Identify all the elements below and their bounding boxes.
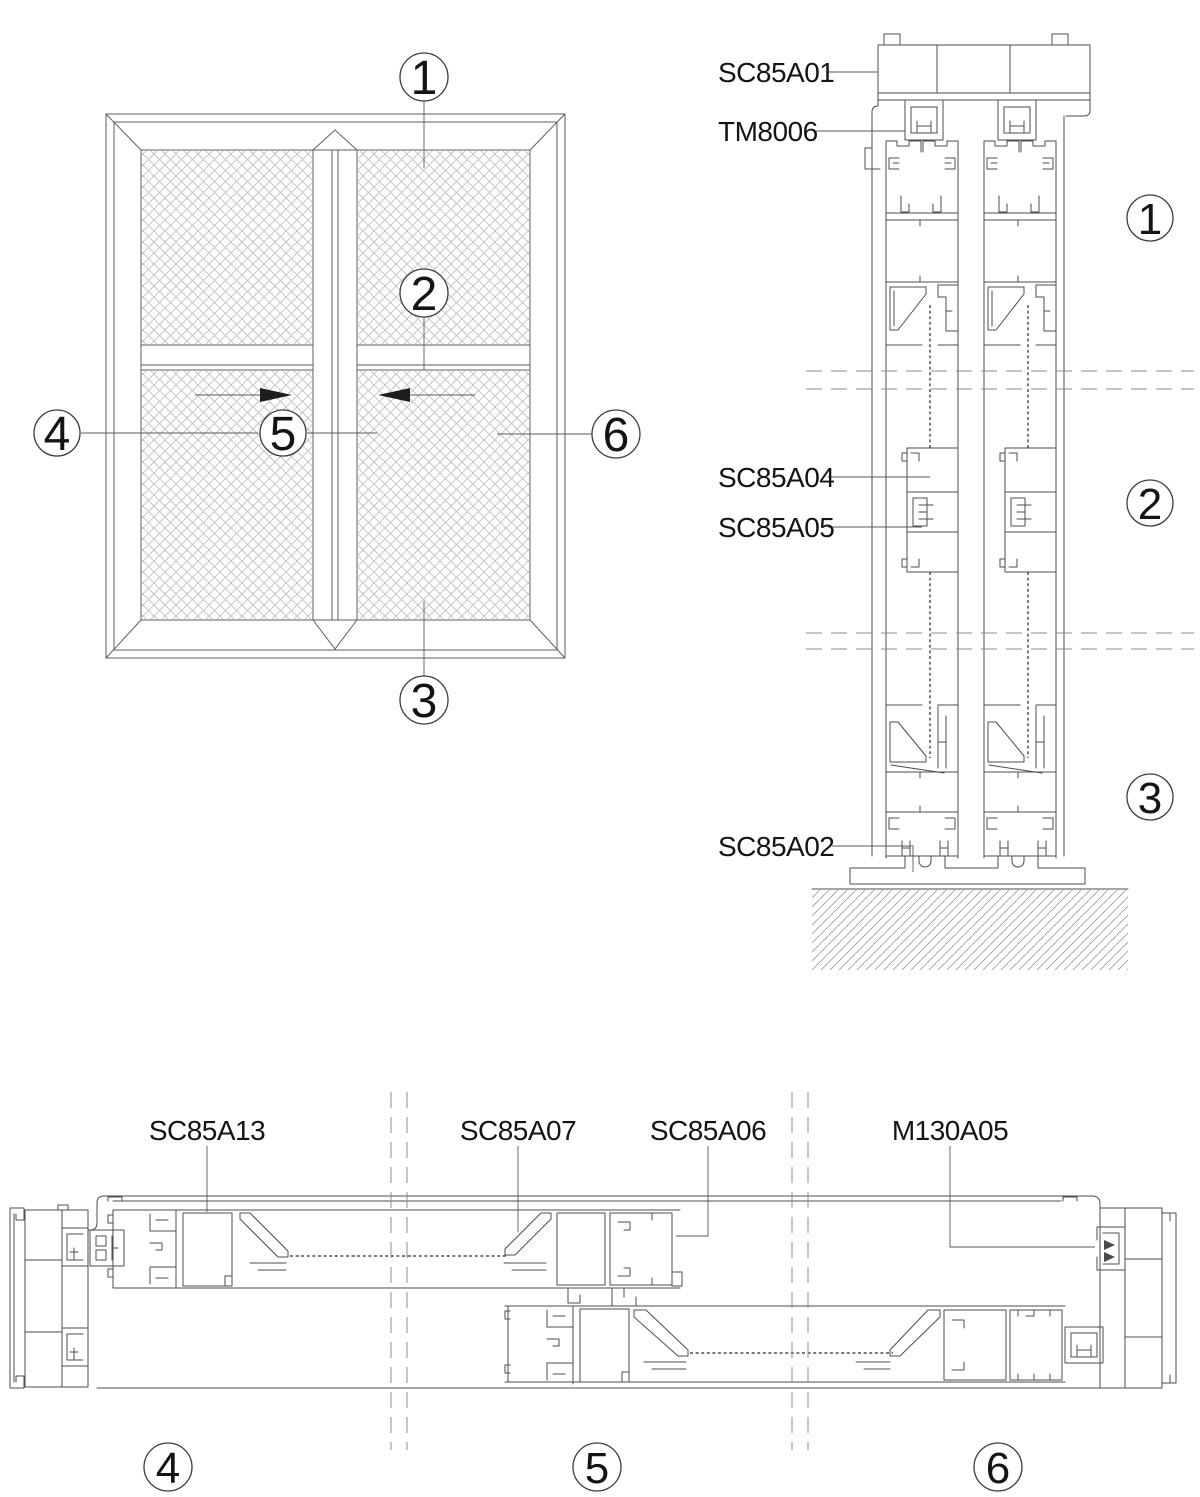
glass-bracket-left	[250, 1263, 286, 1270]
upper-sash-left-stile	[108, 1210, 232, 1288]
elevation-mullion	[313, 130, 357, 649]
sash-top-rail-right	[984, 141, 1056, 345]
callout-number-6: 6	[602, 409, 630, 462]
hsection-marker-6	[974, 1443, 1022, 1493]
part-label: M130A05	[891, 1115, 1009, 1146]
hsection-label-sc85a06	[650, 1115, 766, 1236]
hsection-marker-4	[144, 1443, 192, 1493]
ground-hatch	[812, 890, 1128, 970]
mid-rail-right	[1000, 448, 1056, 572]
right-jamb-profile	[1097, 1208, 1176, 1388]
lower-sash-right-stile	[944, 1310, 1062, 1380]
vsection-marker-3	[1127, 774, 1173, 823]
hsection-label-m130a05	[892, 1115, 1095, 1247]
part-label: SC85A02	[718, 831, 835, 862]
roller-profile-left	[905, 100, 943, 140]
upper-sash	[108, 1210, 682, 1306]
glass-bracket-lower-right	[856, 1362, 890, 1369]
callout-number-4: 4	[43, 408, 71, 461]
marker-number-2: 2	[1137, 480, 1163, 529]
glazing-bead-sc85a13-side	[240, 1213, 288, 1257]
elevation-transom	[141, 345, 530, 370]
part-label: SC85A06	[649, 1115, 767, 1146]
callout-number-3: 3	[410, 675, 438, 728]
callout-number-5: 5	[269, 408, 297, 461]
hsection-marker-5	[573, 1443, 621, 1493]
upper-sash-right-stile	[557, 1213, 682, 1286]
part-label: SC85A05	[718, 512, 835, 543]
sash-bottom-rail-right	[984, 705, 1056, 856]
callout-number-2: 2	[410, 268, 438, 321]
lower-sash-left-stile	[505, 1306, 629, 1384]
glazing-bead-lower-right	[890, 1310, 940, 1356]
vsection-label-sc85a02	[718, 831, 913, 872]
glazing-bead-lower-left	[634, 1310, 688, 1356]
sill-profile	[850, 856, 1085, 884]
elevation-callout-1	[400, 52, 448, 168]
lower-sash-jamb-interlock	[1065, 1327, 1103, 1363]
glazing-bead-sc85a07	[505, 1213, 551, 1255]
part-label: TM8006	[718, 116, 818, 147]
weatherstrip-marks	[1104, 1240, 1115, 1262]
part-label: SC85A07	[459, 1115, 577, 1146]
vertical-section-detail	[718, 34, 1194, 970]
marker-number-1: 1	[1137, 195, 1163, 244]
window-elevation	[34, 52, 640, 728]
glass-hatch-top-left	[142, 151, 312, 344]
sash-bottom-rail-left	[886, 705, 958, 856]
vsection-marker-1	[1127, 195, 1173, 244]
hsection-label-sc85a13	[149, 1115, 265, 1212]
marker-number-5: 5	[584, 1444, 610, 1493]
marker-number-6: 6	[985, 1444, 1011, 1493]
marker-number-3: 3	[1137, 774, 1163, 823]
part-label: SC85A01	[718, 57, 835, 88]
head-profile	[878, 34, 1090, 100]
vsection-label-sc85a01	[718, 57, 878, 88]
vsection-marker-2	[1127, 480, 1173, 529]
mid-rail-left	[902, 448, 958, 572]
roller-profile-right	[998, 100, 1036, 140]
marker-number-4: 4	[155, 1444, 181, 1493]
part-label: SC85A13	[148, 1115, 266, 1146]
callout-number-1: 1	[410, 52, 438, 105]
lower-sash	[505, 1306, 1103, 1384]
sash-top-rail-left	[886, 141, 958, 345]
vsection-label-tm8006	[718, 116, 905, 147]
glass-hatch-top-right	[358, 151, 529, 344]
glass-bracket-lower-left	[644, 1362, 686, 1369]
glass-bracket-right	[504, 1263, 546, 1270]
left-jamb-profile	[10, 1205, 124, 1388]
part-label: SC85A04	[718, 462, 835, 493]
meeting-interlock-hooks	[568, 1288, 636, 1306]
glass-hatch-bottom-right	[358, 371, 529, 619]
hsection-label-sc85a07	[460, 1115, 576, 1232]
vsection-label-sc85a05	[718, 512, 922, 543]
vsection-label-sc85a04	[718, 462, 930, 493]
horizontal-section-detail	[10, 1092, 1176, 1493]
